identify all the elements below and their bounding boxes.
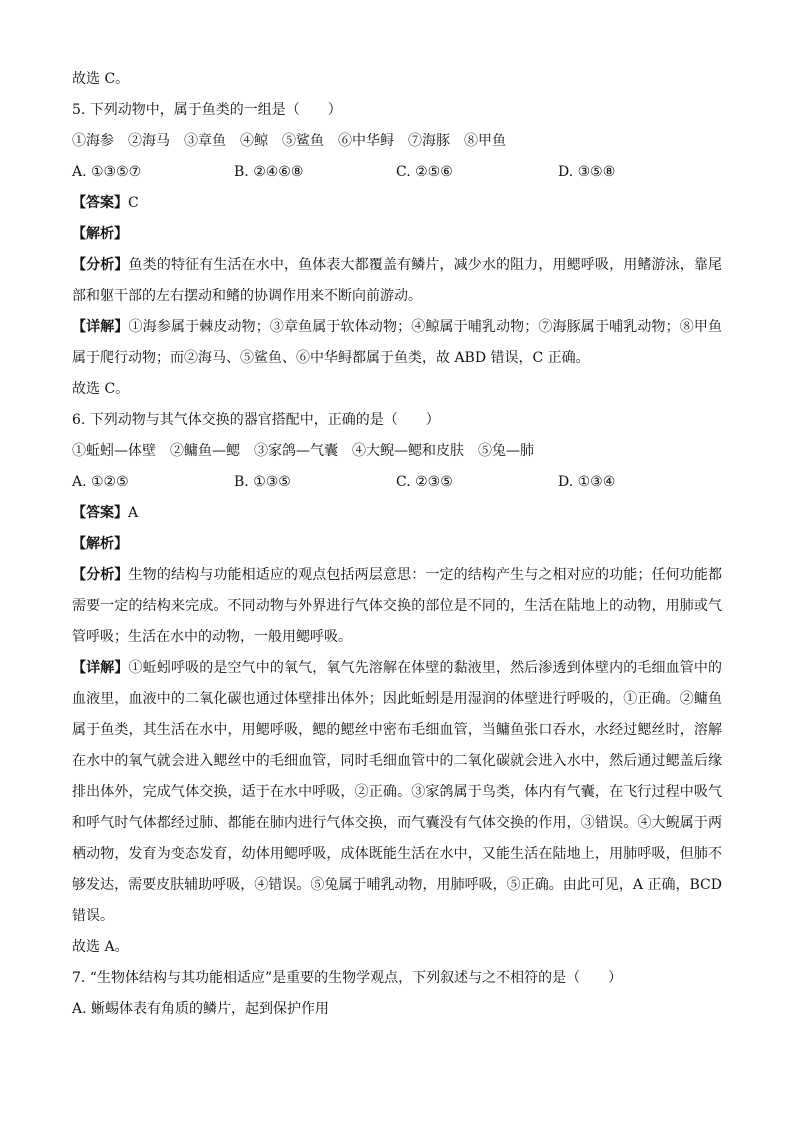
xiangjie-text: ①海参属于棘皮动物；③章鱼属于软体动物；④鲸属于哺乳动物；⑦海豚属于哺乳动物；⑧甲鱼属于爬行动物；而②海马、⑤鲨鱼、⑥中华鲟都属于鱼类，故 ABD 错误，C 正确。 <box>72 319 723 366</box>
option-b: B. ①③⑤ <box>234 474 291 490</box>
fenxi-tag: 【分析】 <box>72 567 129 583</box>
question-5-analysis-heading: 【解析】 <box>72 226 128 242</box>
answer-tag: 【答案】 <box>72 195 128 211</box>
document-body <box>72 64 722 1025</box>
question-7-option-a: A. 蜥蜴体表有角质的鳞片，起到保护作用 <box>72 1001 330 1017</box>
question-6-items: ①蚯蚓—体壁 ②鳙鱼—鳃 ③家鸽—气囊 ④大鲵—鳃和皮肤 ⑤兔—肺 <box>72 443 534 459</box>
conclusion-line: 故选 C。 <box>72 71 130 87</box>
option-d: D. ③⑤⑧ <box>558 164 616 180</box>
option-c: C. ②⑤⑥ <box>396 164 453 180</box>
question-5: 5. 下列动物中，属于鱼类的一组是（ ） <box>72 102 342 118</box>
question-5-xiangjie <box>72 312 722 374</box>
xiangjie-text: ①蚯蚓呼吸的是空气中的氧气，氧气先溶解在体壁的黏液里，然后渗透到体壁内的毛细血管中的血液里，血液中的二氧化碳也通过体壁排出体外；因此蚯蚓是用湿润的体壁进行呼吸的，①正确。②鳙鱼属于鱼类，其生活在水中，用鳃呼吸，鳃的鳃丝中密布毛细血管，当鳙鱼张口吞水，水经过鳃丝时，溶解在水中的氧气就会进入鳃丝中的毛细血管，同时毛细血管中的二氧化碳就会进入水中，然后通过鳃盖后缘排出体外，完成气体交换，适于在水中呼吸，②正确。③家鸽属于鸟类，体内有气囊，在飞行过程中吸气和呼气时气体都经过肺、都能在肺内进行气体交换，而气囊没有气体交换的作用，③错误。④大鲵属于两栖动物，发育为变态发育，幼体用鳃呼吸，成体既能生活在水中，又能生活在陆地上，用肺呼吸，但肺不够发达，需要皮肤辅助呼吸，④错误。⑤兔属于哺乳动物，用肺呼吸，⑤正确。由此可见，A 正确，BCD 错误。 <box>72 660 723 924</box>
xiangjie-tag: 【详解】 <box>72 319 129 335</box>
option-b: B. ②④⑥⑧ <box>234 164 304 180</box>
answer-value: C <box>128 195 139 211</box>
answer-tag: 【答案】 <box>72 505 128 521</box>
question-5-fenxi <box>72 250 722 312</box>
question-5-answer <box>72 188 722 219</box>
fenxi-text: 鱼类的特征有生活在水中，鱼体表大都覆盖有鳞片，减少水的阻力，用鳃呼吸，用鳍游泳，靠尾部和躯干部的左右摆动和鳍的协调作用来不断向前游动。 <box>72 257 723 304</box>
xiangjie-tag: 【详解】 <box>72 660 129 676</box>
option-a: A. ①③⑤⑦ <box>72 164 142 180</box>
option-c: C. ②③⑤ <box>396 474 453 490</box>
question-5-conclusion: 故选 C。 <box>72 381 130 397</box>
question-5-options <box>72 157 722 188</box>
question-6-xiangjie <box>72 653 722 932</box>
answer-value: A <box>128 505 139 521</box>
question-7: 7. “生物体结构与其功能相适应”是重要的生物学观点，下列叙述与之不相符的是（ ） <box>72 970 623 986</box>
fenxi-text: 生物的结构与功能相适应的观点包括两层意思：一定的结构产生与之相对应的功能；任何功能都需要一定的结构来完成。不同动物与外界进行气体交换的部位是不同的，生活在陆地上的动物，用肺或气管呼吸；生活在水中的动物，一般用鳃呼吸。 <box>72 567 723 645</box>
question-6-options <box>72 467 722 498</box>
question-6-answer <box>72 498 722 529</box>
question-6-analysis-heading: 【解析】 <box>72 536 128 552</box>
question-5-items: ①海参 ②海马 ③章鱼 ④鲸 ⑤鲨鱼 ⑥中华鲟 ⑦海豚 ⑧甲鱼 <box>72 133 506 149</box>
fenxi-tag: 【分析】 <box>72 257 129 273</box>
question-6: 6. 下列动物与其气体交换的器官搭配中，正确的是（ ） <box>72 412 440 428</box>
option-d: D. ①③④ <box>558 474 616 490</box>
option-a: A. ①②⑤ <box>72 474 129 490</box>
question-6-conclusion: 故选 A。 <box>72 939 129 955</box>
question-6-fenxi <box>72 560 722 653</box>
